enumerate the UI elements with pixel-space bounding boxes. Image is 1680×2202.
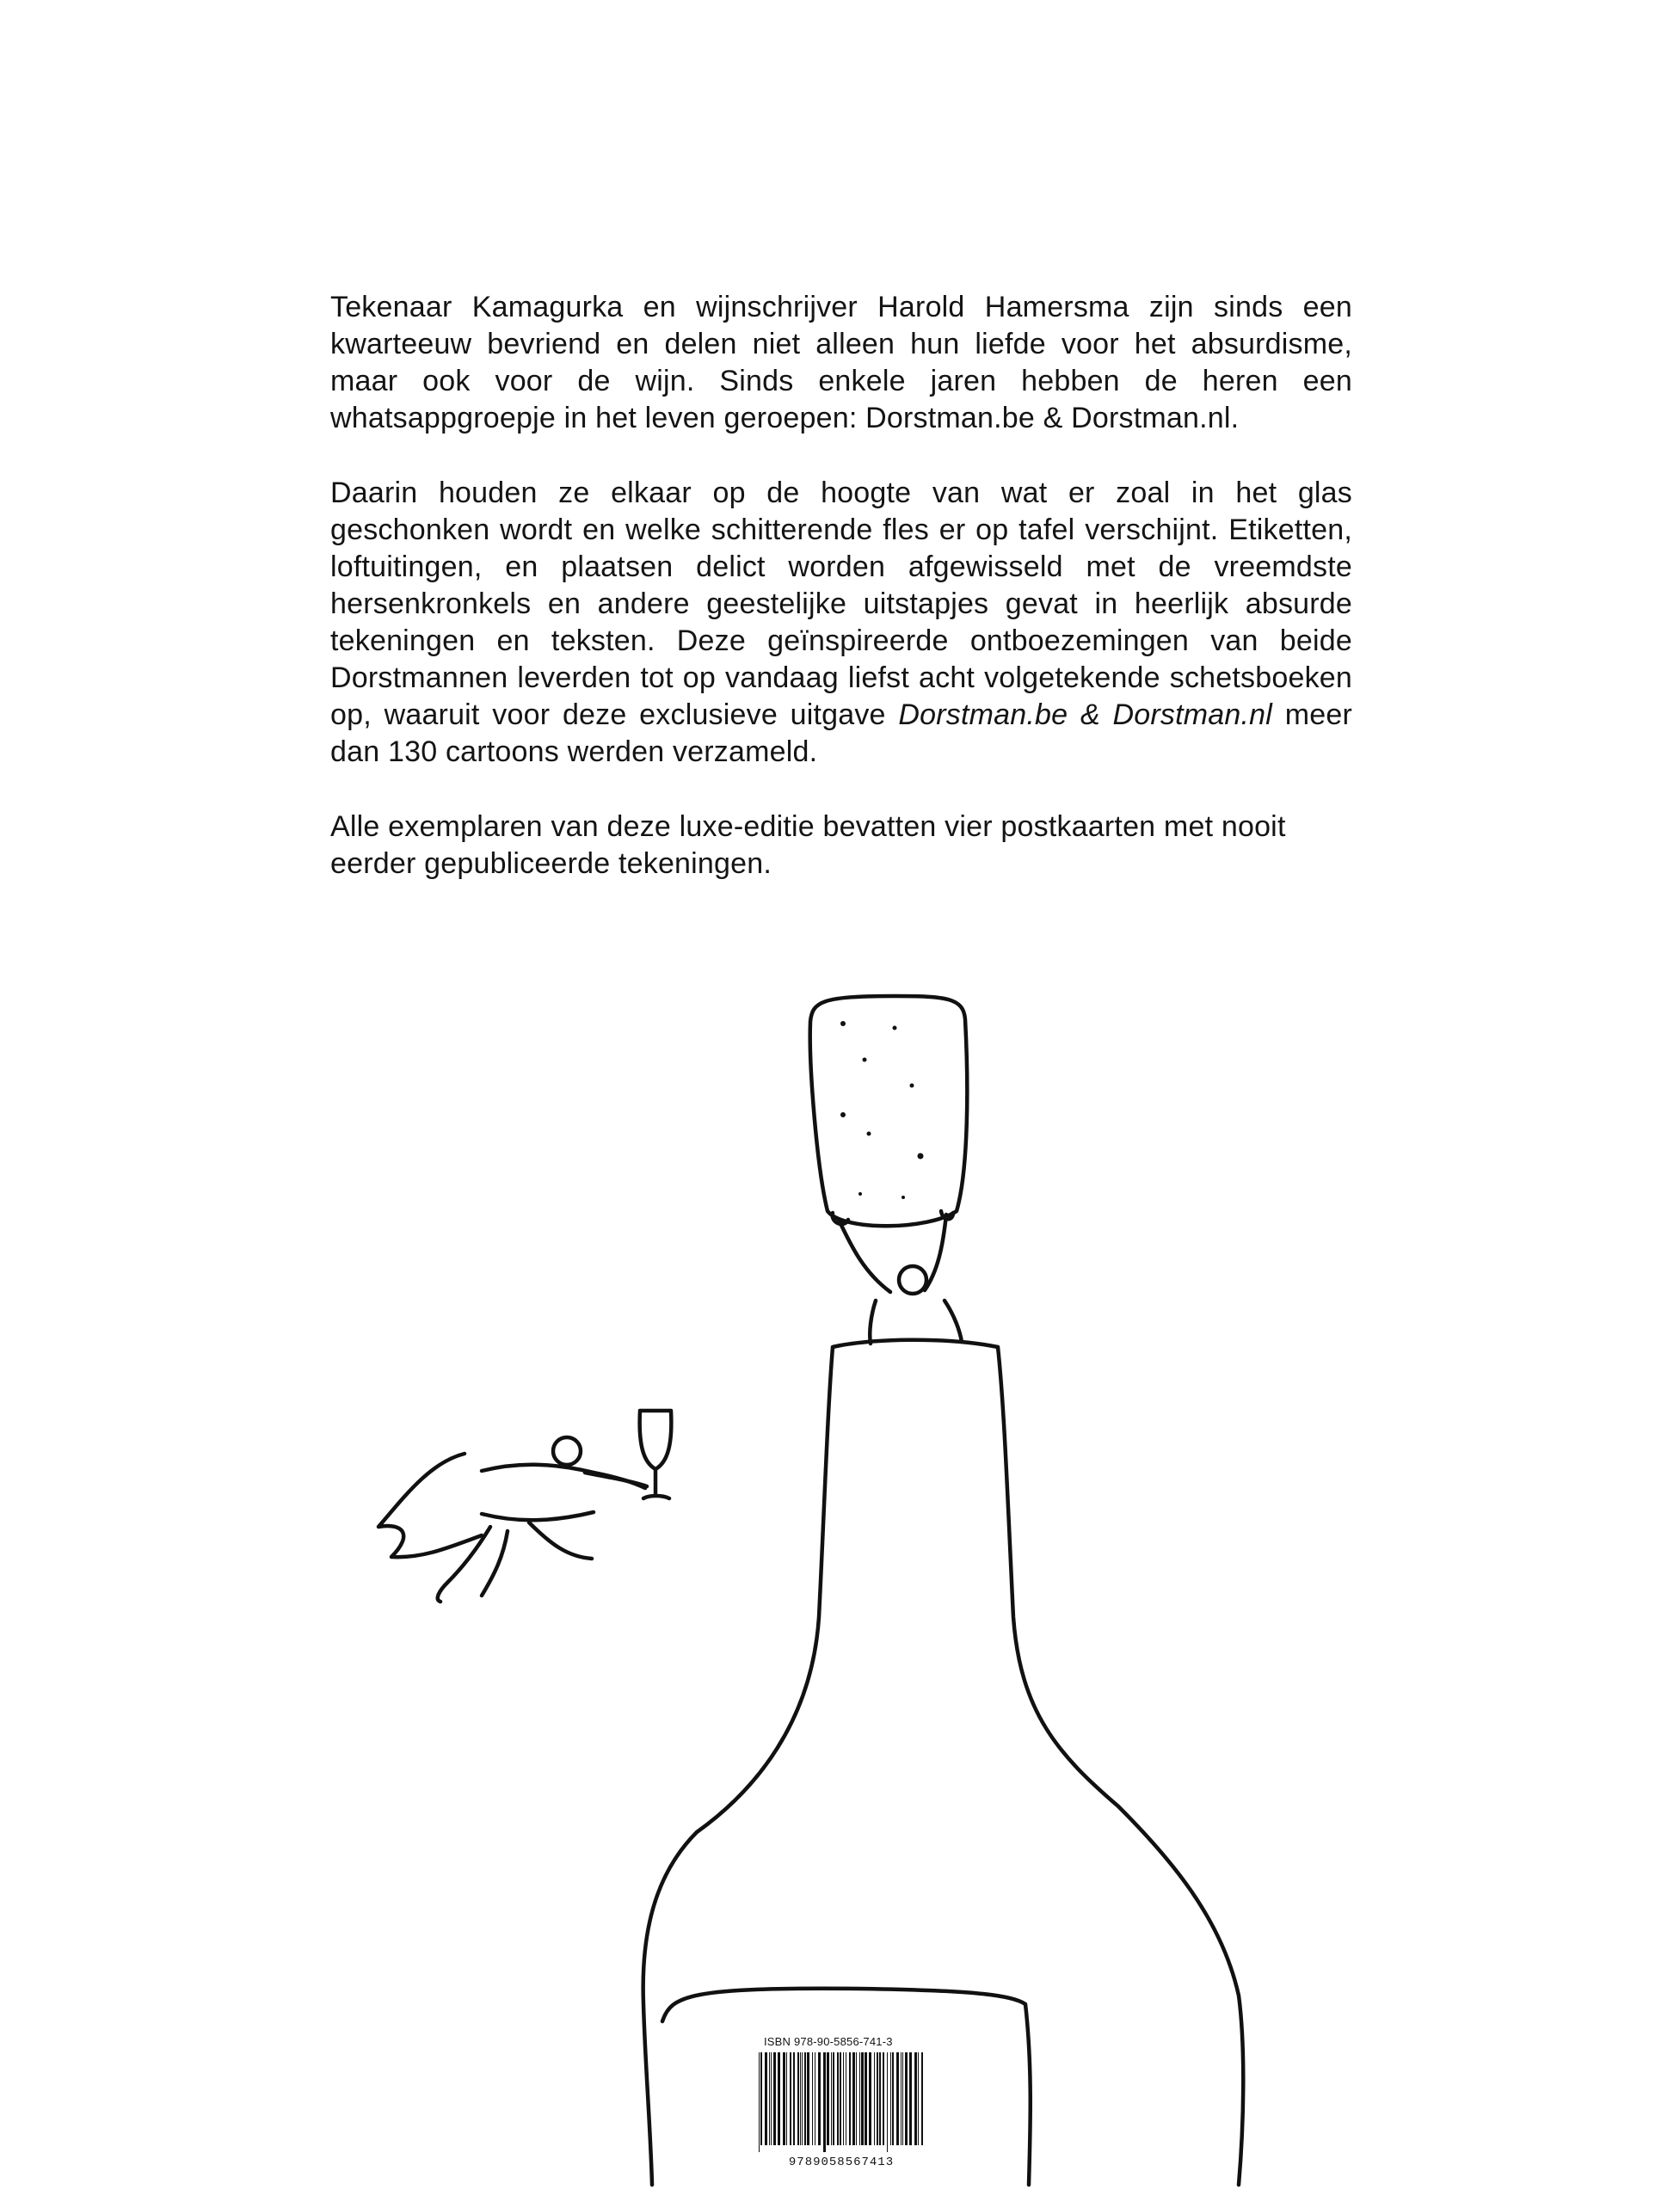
wine-glass-stem <box>643 1469 669 1498</box>
barcode-bar <box>918 2052 919 2145</box>
barcode-bar <box>902 2052 903 2145</box>
barcode-bar <box>890 2052 891 2145</box>
barcode-bar <box>901 2052 902 2145</box>
barcode-bar <box>879 2052 881 2145</box>
book-title-italic: Dorstman.be & Dorstman.nl <box>898 698 1273 731</box>
barcode-bar <box>802 2052 803 2145</box>
flying-man-body <box>482 1465 645 1521</box>
barcode-bar <box>849 2052 851 2145</box>
barcode-bar <box>874 2052 875 2145</box>
flying-man-lower-arm <box>529 1522 592 1559</box>
barcode-bar <box>773 2052 776 2145</box>
barcode-bar <box>786 2052 787 2145</box>
figure-head <box>899 1266 926 1294</box>
barcode-bar <box>831 2052 832 2145</box>
barcode-bar <box>765 2052 767 2145</box>
cork-pores <box>840 1021 924 1199</box>
barcode-bar <box>797 2052 799 2145</box>
barcode-bar <box>833 2052 834 2145</box>
barcode-bar <box>852 2052 855 2145</box>
barcode-bar <box>804 2052 806 2145</box>
barcode-bar <box>865 2052 867 2145</box>
barcode-bar <box>843 2052 844 2145</box>
figure-torso <box>870 1301 962 1344</box>
isbn-digits: 9789058567413 <box>788 2156 895 2169</box>
barcode-bar <box>800 2052 801 2145</box>
cork-outline <box>810 996 968 1226</box>
barcode-bar <box>837 2052 839 2145</box>
barcode-bar <box>771 2052 772 2145</box>
figure-arm-left <box>839 1220 890 1292</box>
barcode-bar <box>769 2052 770 2145</box>
barcode-area <box>750 2032 932 2193</box>
barcode-bar <box>818 2052 821 2145</box>
flying-man-cape <box>378 1454 482 1557</box>
wine-glass-bowl <box>640 1411 672 1469</box>
blurb-paragraph-2-outro: meer dan 130 cartoons werden verzameld. <box>330 698 1352 768</box>
barcode-bar <box>793 2052 795 2145</box>
barcode-bar <box>921 2052 923 2145</box>
blurb-paragraph-2-intro: Daarin houden ze elkaar op de hoogte van wat er zoal in het glas geschonken wordt en welke schitterende fles er op tafel verschijnt. Etiketten, loftuitingen, en plaatsen delict worden afgewisseld met de vreemdste hersenkronkels en andere geestelijke uitstapjes gevat in heerlijk absurde tekeningen en teksten. Deze geïnspireerde ontboezemingen van beide Dorstmannen leverden tot op vandaag liefst acht volgetekende schetsboeken op, waaruit voor deze exclusieve uitgave <box>330 477 1352 731</box>
blurb-paragraph-3: Alle exemplaren van deze luxe-editie bevatten vier postkaarten met nooit eerder gepubliceerde tekeningen. <box>330 810 1286 880</box>
barcode-bar <box>840 2052 841 2145</box>
barcode-bar <box>856 2052 857 2145</box>
isbn-label: ISBN 978-90-5856-741-3 <box>764 2035 893 2048</box>
barcode-bar <box>760 2052 762 2145</box>
barcode-bar <box>892 2052 894 2145</box>
barcode-bar <box>823 2052 826 2152</box>
barcode-bar <box>778 2052 780 2145</box>
barcode-bar <box>759 2052 760 2152</box>
barcode-bar <box>861 2052 864 2145</box>
flying-man-arm <box>585 1473 647 1486</box>
barcode-bar <box>877 2052 878 2145</box>
barcode-bar <box>859 2052 860 2145</box>
barcode-bar <box>827 2052 829 2145</box>
barcode-bar <box>783 2052 785 2145</box>
barcode-bar <box>905 2052 908 2145</box>
barcode-bar <box>807 2052 809 2145</box>
barcode-bar <box>909 2052 912 2145</box>
barcode-bar <box>914 2052 917 2145</box>
barcode-bar <box>887 2052 888 2152</box>
barcode-bar <box>790 2052 791 2145</box>
barcode-bars <box>757 2052 926 2152</box>
barcode-bar <box>869 2052 871 2145</box>
flying-man-head <box>553 1437 581 1465</box>
blurb-paragraph-1: Tekenaar Kamagurka en wijnschrijver Harold Hamersma zijn sinds een kwarteeuw bevriend en delen niet alleen hun liefde voor het absurdisme, maar ook voor de wijn. Sinds enkele jaren hebben de heren een whatsappgroepje in het leven geroepen: Dorstman.be & Dorstman.nl. <box>330 291 1352 434</box>
barcode-bar <box>896 2052 899 2145</box>
barcode-bar <box>883 2052 884 2145</box>
barcode-bar <box>812 2052 813 2145</box>
wine-bottle-outline <box>643 1340 1244 2185</box>
